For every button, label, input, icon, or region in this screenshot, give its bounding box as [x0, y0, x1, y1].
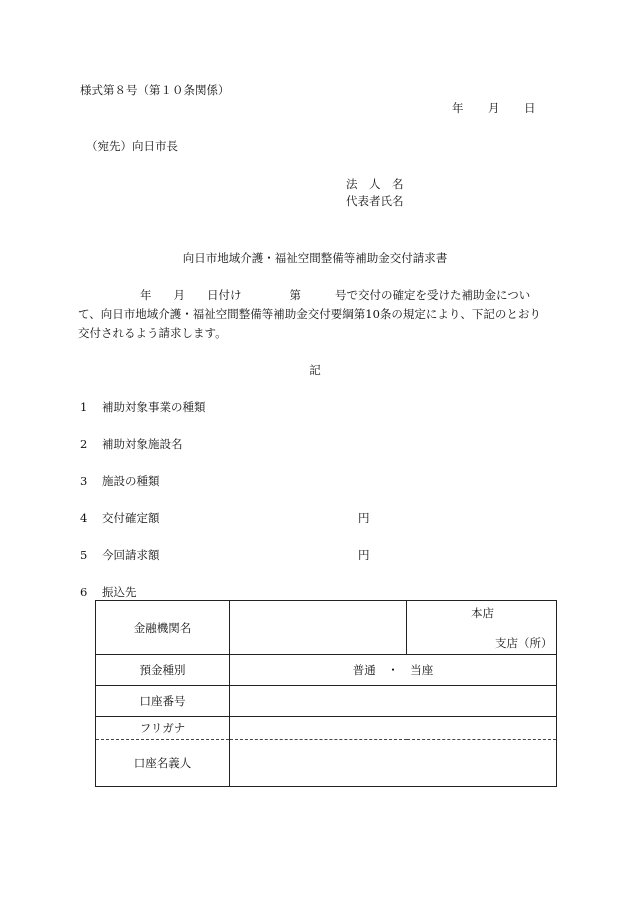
paragraph-line-3: 交付されるよう請求します。	[78, 326, 227, 340]
request-paragraph	[78, 286, 556, 343]
furigana-cell[interactable]	[230, 717, 557, 740]
ref-year: 年	[140, 288, 152, 302]
ref-rest: 号で交付の確定を受けた補助金につい	[335, 288, 531, 302]
ref-month: 月	[173, 288, 185, 302]
branch-label: 支店（所）	[495, 636, 553, 650]
form-number: 様式第８号（第１０条関係）	[80, 83, 230, 97]
item-project-type: 1 補助対象事業の種類	[80, 400, 206, 414]
item-facility-name: 2 補助対象施設名	[80, 437, 183, 451]
account-holder-row	[96, 740, 557, 787]
rep-name-label: 代表者氏名	[346, 194, 404, 208]
ref-dated: 日付け	[207, 288, 242, 302]
account-holder-cell[interactable]	[230, 740, 557, 787]
addressee: （宛先）向日市長	[86, 139, 178, 153]
date-day: 日	[524, 101, 536, 115]
branch-cell[interactable]	[407, 601, 557, 655]
head-office-label: 本店	[471, 606, 494, 620]
account-number-row	[96, 686, 557, 717]
deposit-type-options: 普通 ・ 当座	[230, 655, 557, 686]
account-number-cell[interactable]	[230, 686, 557, 717]
bank-table	[95, 600, 557, 787]
paragraph-line-1	[78, 286, 556, 305]
corp-name-label: 法 人 名	[346, 177, 404, 191]
date-year: 年	[452, 101, 464, 115]
item-transfer-destination: 6 振込先	[80, 585, 137, 599]
confirmed-amount-unit: 円	[358, 511, 370, 525]
ki-heading: 記	[309, 363, 321, 377]
furigana-row	[96, 717, 557, 740]
deposit-type-label: 預金種別	[96, 655, 230, 686]
furigana-label: フリガナ	[96, 717, 230, 740]
item-request-amount: 5 今回請求額	[80, 548, 160, 562]
bank-name-label: 金融機関名	[96, 601, 230, 655]
bank-name-row	[96, 601, 557, 655]
item-facility-type: 3 施設の種類	[80, 474, 160, 488]
date-month: 月	[488, 101, 500, 115]
paragraph-line-2: て、向日市地域介護・福祉空間整備等補助金交付要綱第10条の規定により、下記のとおり	[78, 307, 541, 321]
document-title: 向日市地域介護・福祉空間整備等補助金交付請求書	[182, 251, 448, 265]
request-amount-unit: 円	[358, 548, 370, 562]
bank-name-cell[interactable]	[230, 601, 407, 655]
ref-no-prefix: 第	[289, 288, 301, 302]
deposit-type-row	[96, 655, 557, 686]
item-confirmed-amount: 4 交付確定額	[80, 511, 160, 525]
account-holder-label: 口座名義人	[96, 740, 230, 787]
account-number-label: 口座番号	[96, 686, 230, 717]
